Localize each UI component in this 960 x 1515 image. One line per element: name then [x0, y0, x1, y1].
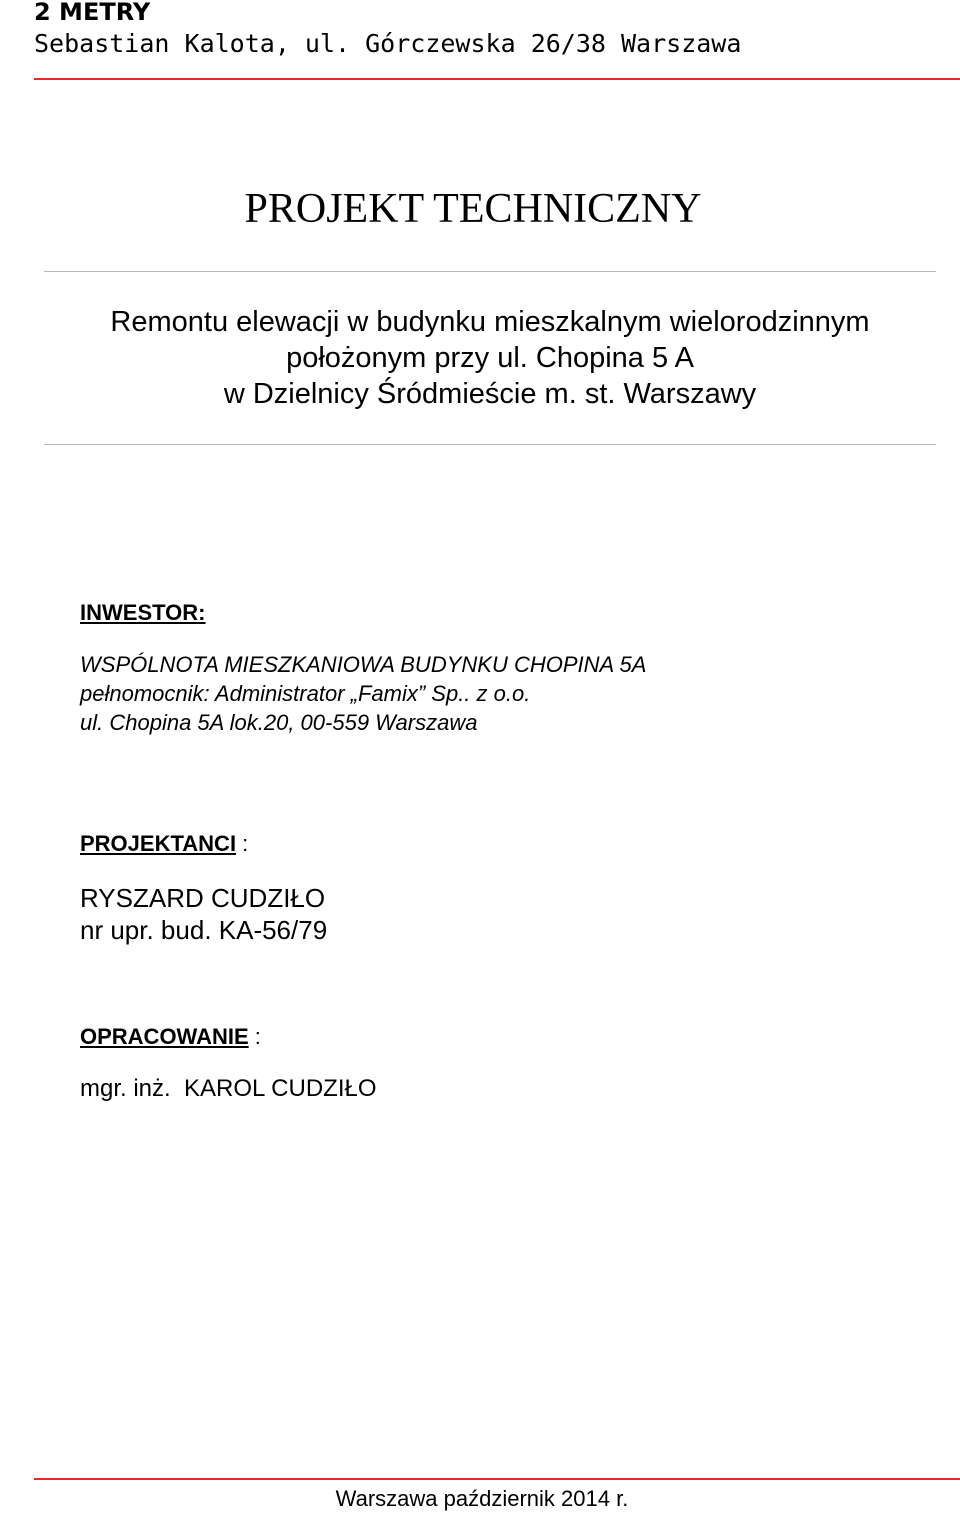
investor-label	[80, 600, 205, 626]
subject-line: położonym przy ul. Chopina 5 A	[286, 342, 694, 374]
subject-divider	[44, 444, 936, 445]
title-divider	[44, 271, 936, 272]
company-name: 2 METRY	[34, 0, 151, 26]
designer-line: nr upr. bud. KA-56/79	[80, 915, 328, 945]
project-subject	[0, 304, 960, 412]
footer-place-date: Warszawa październik 2014 r.	[335, 1486, 629, 1511]
investor-details	[80, 650, 646, 737]
preparation-label-text: OPRACOWANIE	[80, 1024, 249, 1049]
document-title: PROJEKT TECHNICZNY	[244, 186, 702, 232]
designers-label-colon: :	[236, 831, 249, 856]
preparation-author: mgr. inż. KAROL CUDZIŁO	[80, 1075, 377, 1102]
designers-label-text: PROJEKTANCI	[80, 831, 237, 856]
header-divider	[34, 78, 960, 80]
subject-line: Remontu elewacji w budynku mieszkalnym wielorodzinnym	[110, 306, 870, 338]
designer-details	[80, 882, 327, 946]
investor-label-text: INWESTOR:	[80, 600, 206, 625]
designer-line: RYSZARD CUDZIŁO	[80, 883, 326, 913]
designers-label	[80, 831, 248, 857]
investor-line: WSPÓLNOTA MIESZKANIOWA BUDYNKU CHOPINA 5A	[80, 652, 647, 677]
footer-divider	[34, 1478, 960, 1480]
investor-line: pełnomocnik: Administrator „Famix” Sp.. z o.o.	[80, 681, 531, 706]
investor-line: ul. Chopina 5A lok.20, 00-559 Warszawa	[80, 710, 478, 735]
preparation-label	[80, 1024, 261, 1050]
company-address: Sebastian Kalota, ul. Górczewska 26/38 Warszawa	[34, 29, 742, 58]
preparation-label-colon: :	[248, 1024, 261, 1049]
subject-line: w Dzielnicy Śródmieście m. st. Warszawy	[223, 378, 757, 410]
